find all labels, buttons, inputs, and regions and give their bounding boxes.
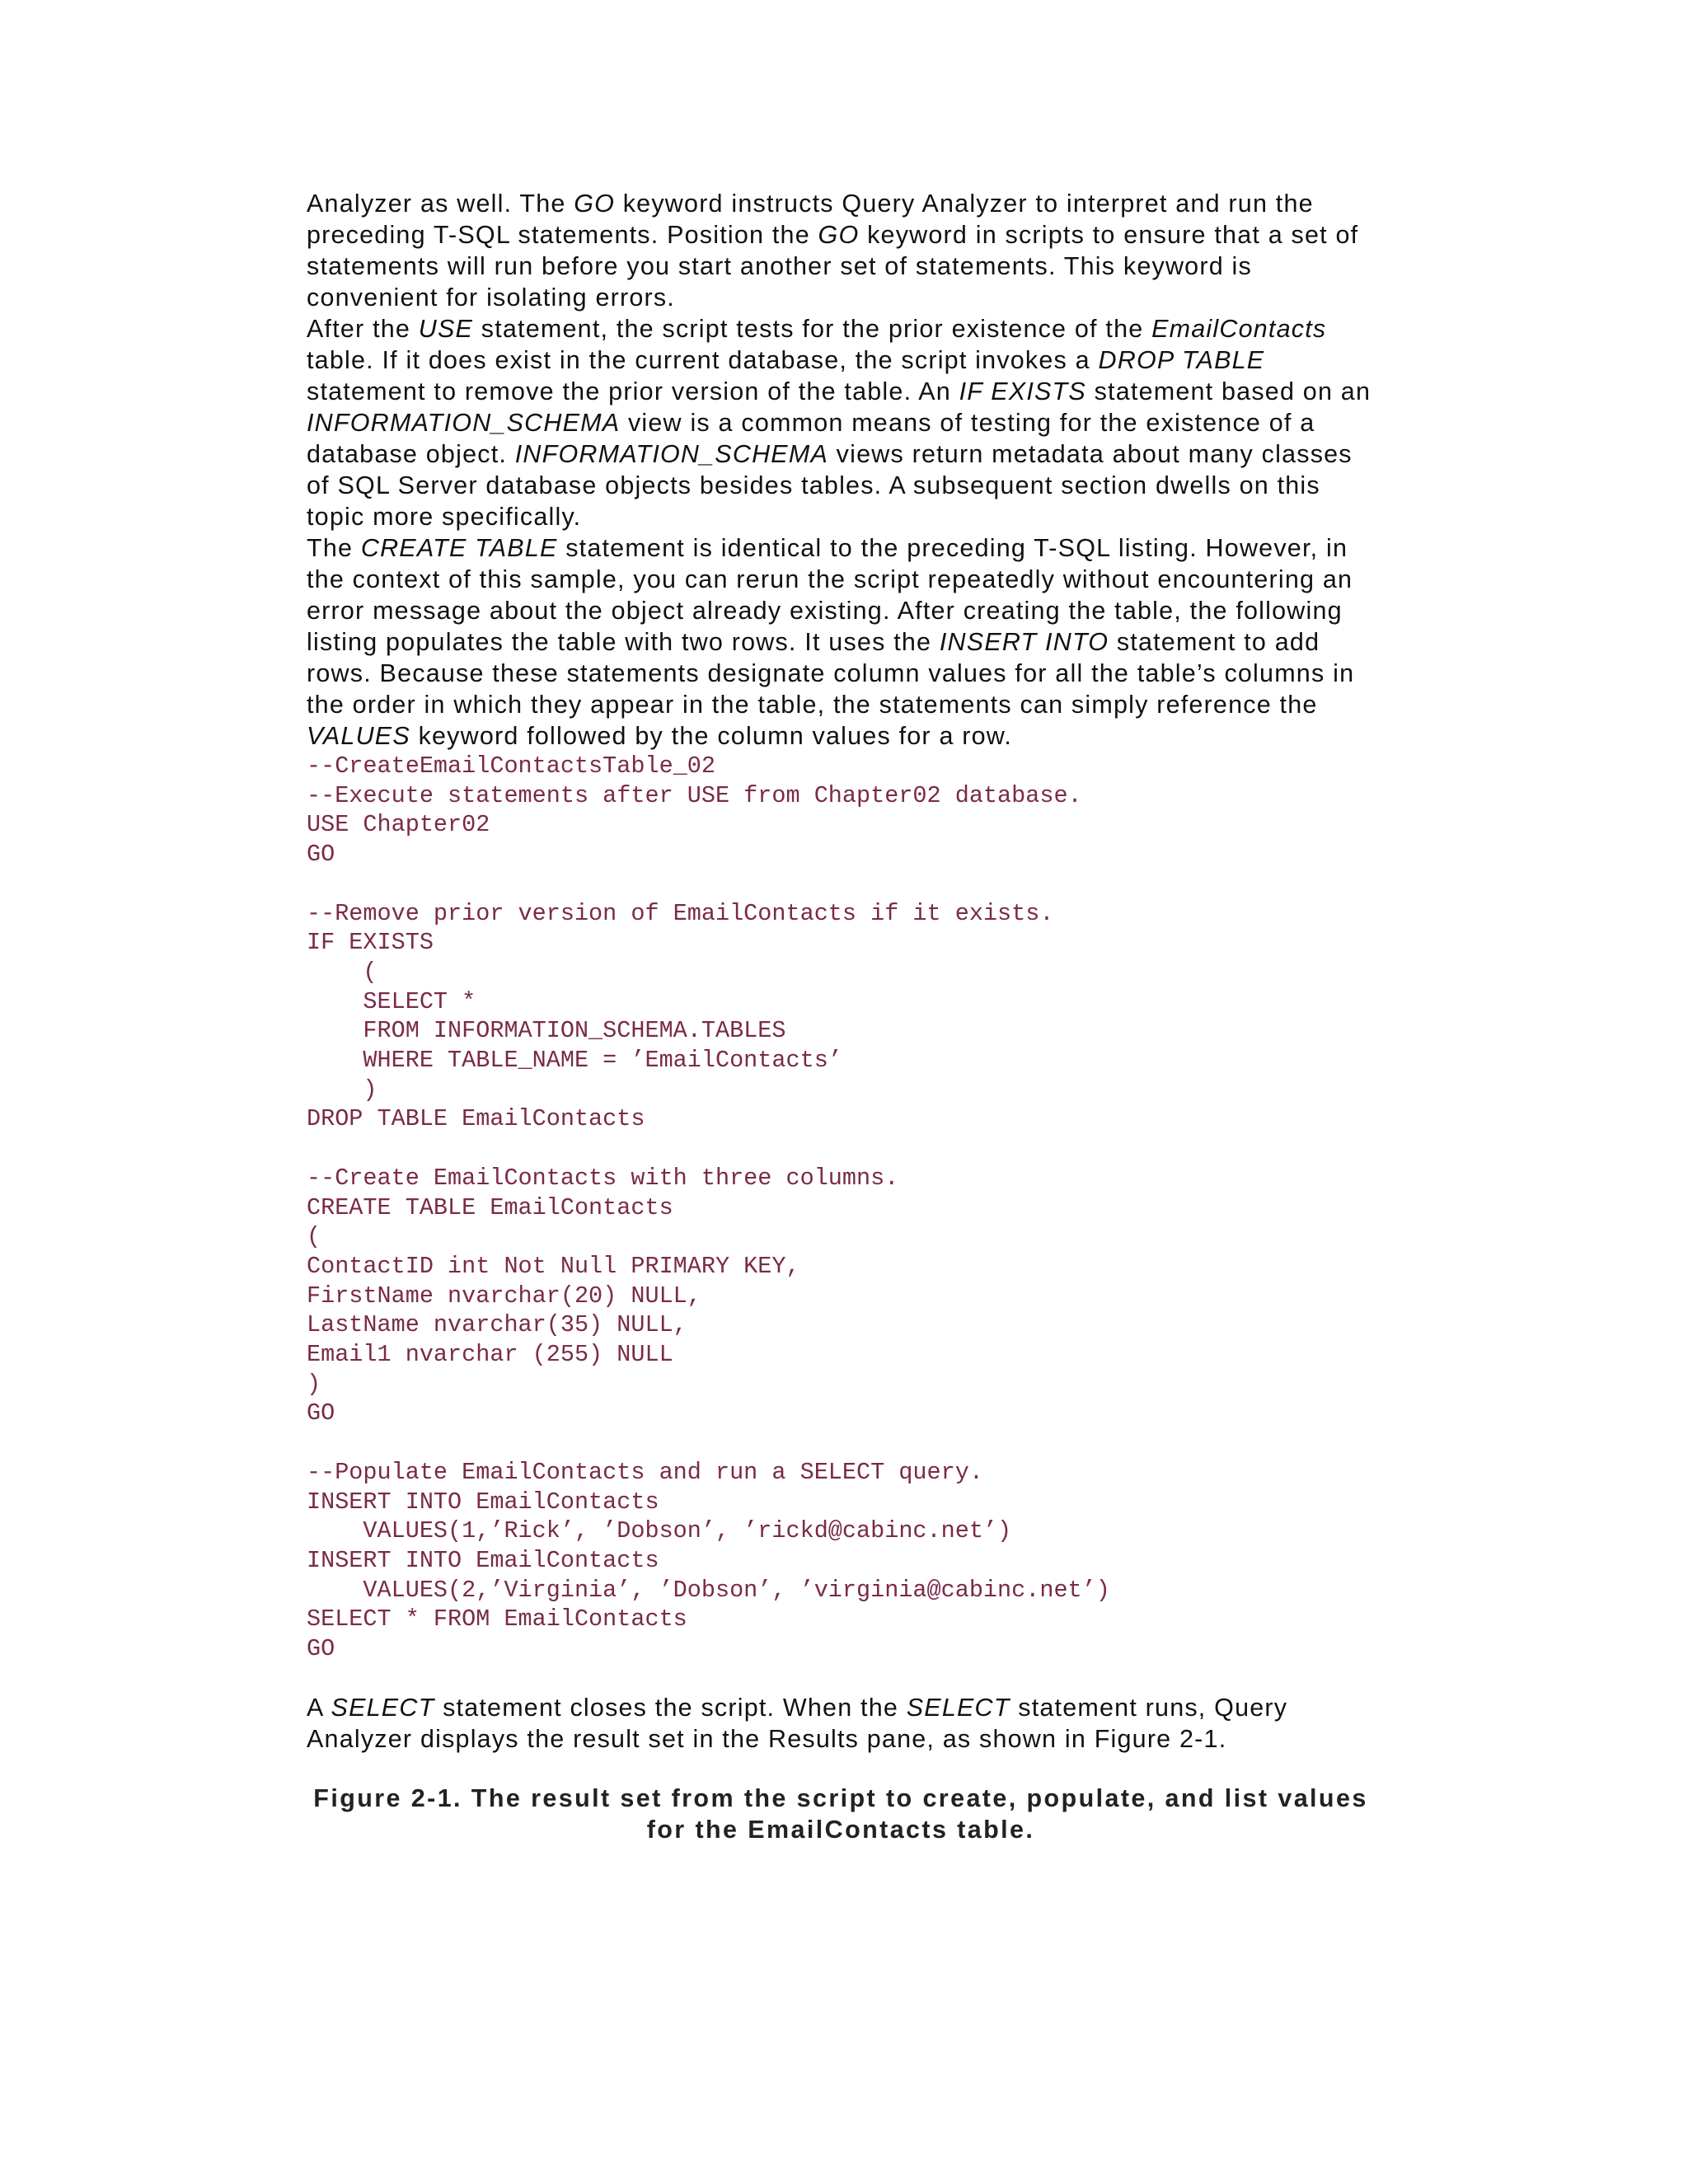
code-line: FROM INFORMATION_SCHEMA.TABLES [307,1017,786,1045]
italic-term: INFORMATION_SCHEMA [514,440,828,468]
code-line: --Create EmailContacts with three columns. [307,1164,899,1192]
text-run: The [307,534,361,562]
code-line: ( [307,958,377,986]
code-line: ) [307,1076,377,1104]
code-line [307,869,1378,899]
text-run: view is a common means of testing for the existence of a database object. [307,409,1315,468]
code-line: SELECT * [307,987,476,1015]
text-run: statement to remove the prior version of the table. An [307,377,959,405]
code-line: ) [307,1370,321,1398]
code-line: FirstName nvarchar(20) NULL, [307,1282,701,1310]
text-run: statement to add rows. Because these statements designate column values for all the table’s columns in the order in which they appear in the table, the statements can simply reference the [307,628,1355,719]
closing-paragraph [307,1692,1378,1755]
italic-term: USE [418,315,474,343]
text-run: statement based on an [1085,377,1372,405]
code-line: USE Chapter02 [307,811,490,839]
code-line: ( [307,1223,321,1251]
body-paragraph [307,532,1378,752]
body-text [307,188,1378,752]
code-line [307,1134,1378,1164]
text-run: A [307,1693,331,1722]
text-run: keyword instructs Query Analyzer to interpret and run the preceding T-SQL statements. Position the [307,190,1314,249]
code-line: VALUES(2,’Virginia’, ’Dobson’, ’virginia@cabinc.net’) [307,1576,1110,1604]
figure-caption: Figure 2-1. The result set from the script to create, populate, and list values for the EmailContacts table. [313,1783,1368,1844]
text-run: views return metadata about many classes of SQL Server database objects besides tables. A subsequent section dwells on this topic more specifically. [307,440,1353,531]
code-line: --CreateEmailContactsTable_02 [307,752,715,780]
code-line: CREATE TABLE EmailContacts [307,1193,673,1221]
text-run: statement, the script tests for the prior existence of the [473,315,1152,343]
italic-term: IF EXISTS [959,377,1086,405]
code-line: GO [307,841,335,869]
code-line: IF EXISTS [307,929,434,957]
italic-term: CREATE TABLE [360,534,558,562]
italic-term: SELECT [906,1693,1010,1722]
text-run: statement runs, Query Analyzer displays the result set in the Results pane, as shown in Figure 2-1. [307,1693,1288,1753]
code-line [307,1428,1378,1458]
italic-term: INFORMATION_SCHEMA [307,409,621,437]
text-run: keyword followed by the column values for a row. [410,722,1013,750]
italic-term: EmailContacts [1151,315,1327,343]
code-line: --Remove prior version of EmailContacts if it exists. [307,899,1054,927]
italic-term: INSERT INTO [939,628,1109,656]
italic-term: GO [574,190,616,218]
code-line: INSERT INTO EmailContacts [307,1546,659,1574]
text-run: After the [307,315,419,343]
code-line: INSERT INTO EmailContacts [307,1488,659,1516]
text-run: Analyzer as well. The [307,190,574,218]
code-line: GO [307,1635,335,1663]
body-paragraph [307,313,1378,532]
body-paragraph [307,188,1378,313]
code-line: VALUES(1,’Rick’, ’Dobson’, ’rickd@cabinc.net’) [307,1517,1012,1545]
text-run: keyword in scripts to ensure that a set of statements will run before you start another set of statements. This keyword is convenient for isolating errors. [307,221,1359,312]
code-line: --Execute statements after USE from Chapter02 database. [307,781,1082,809]
code-listing [307,752,1378,1664]
italic-term: SELECT [331,1693,435,1722]
code-line: ContactID int Not Null PRIMARY KEY, [307,1252,800,1280]
text-run: table. If it does exist in the current database, the script invokes a [307,346,1099,374]
italic-term: GO [818,221,860,249]
code-line: WHERE TABLE_NAME = ’EmailContacts’ [307,1047,842,1075]
italic-term: DROP TABLE [1098,346,1265,374]
code-line: --Populate EmailContacts and run a SELECT query. [307,1458,983,1486]
code-line: GO [307,1399,335,1427]
code-line: LastName nvarchar(35) NULL, [307,1311,687,1339]
document-page [307,188,1378,1845]
code-line: DROP TABLE EmailContacts [307,1105,645,1133]
text-run: statement closes the script. When the [434,1693,907,1722]
text-run: statement is identical to the preceding T-SQL listing. However, in the context of this sample, you can rerun the script repeatedly without encountering an error message about the object already existing. After creating the table, the following listing populates the table with two rows. It uses the [307,534,1353,656]
italic-term: VALUES [307,722,410,750]
code-line: Email1 nvarchar (255) NULL [307,1341,673,1369]
code-line: SELECT * FROM EmailContacts [307,1605,687,1633]
